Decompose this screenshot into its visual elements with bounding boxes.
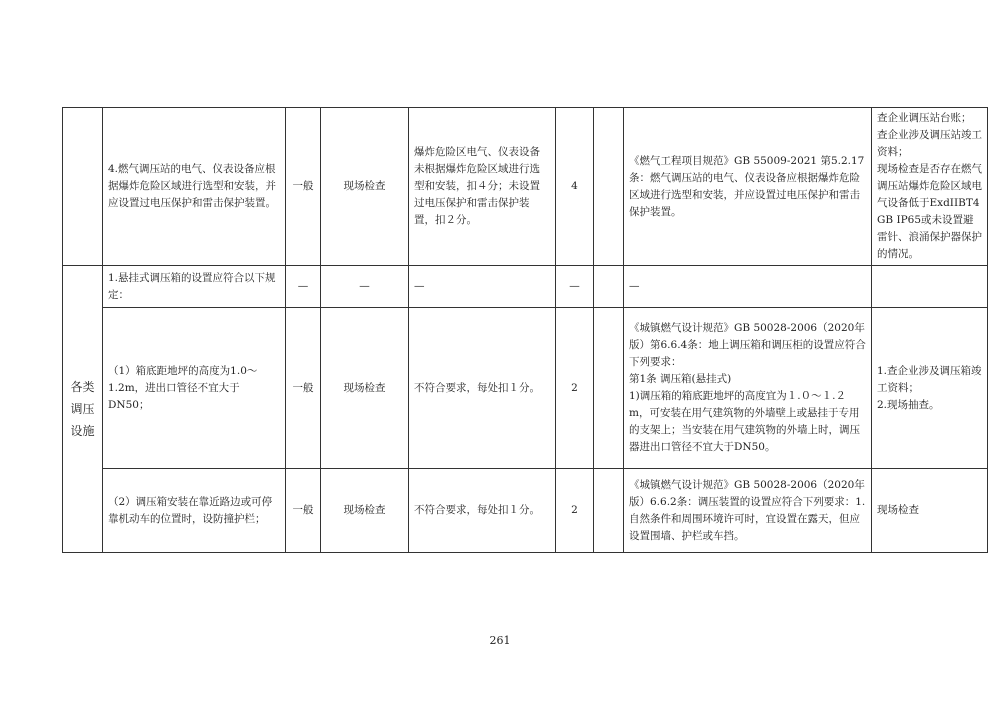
level-cell: 一般 <box>286 308 321 469</box>
basis-line: 《城镇燃气设计规范》GB 50028-2006（2020年版）第6.6.4条：地上调压箱和调压柜的设置应符合下列要求： <box>629 322 866 368</box>
score-cell: — <box>556 266 594 308</box>
basis-cell: 《燃气工程项目规范》GB 55009-2021 第5.2.17条：燃气调压站的电气、仪表设备应根据爆炸危险区域进行选型和安装，并应设置过电压保护和雷击保护装置。 <box>624 108 872 266</box>
check-cell <box>872 266 988 308</box>
basis-cell: 《城镇燃气设计规范》GB 50028-2006（2020年版）6.6.2条：调压装置的设置应符合下列要求：1.自然条件和周围环境许可时，宜设置在露天，但应设置围墙、护栏或车挡。 <box>624 469 872 553</box>
deduct-cell: 爆炸危险区电气、仪表设备未根据爆炸危险区域进行选型和安装，扣４分；未设置过电压保护和雷击保护装置，扣２分。 <box>409 108 556 266</box>
method-cell: 现场检查 <box>321 469 409 553</box>
item-cell: （2）调压箱安装在靠近路边或可停靠机动车的位置时，设防撞护栏； <box>103 469 286 553</box>
category-cell-empty <box>63 108 103 266</box>
table-row <box>63 108 988 266</box>
check-line: 查企业调压站台账； <box>877 112 972 124</box>
blank-cell <box>594 469 624 553</box>
category-cell: 各类调压设施 <box>63 266 103 553</box>
level-cell: 一般 <box>286 469 321 553</box>
check-line: 现场检查是否存在燃气调压站爆炸危险区域电气设备低于ExdIIBT4 GB IP65或未设置避雷针、浪涌保护器保护的情况。 <box>877 163 982 260</box>
check-cell <box>872 108 988 266</box>
page-number: 261 <box>489 634 511 647</box>
score-cell: 2 <box>556 308 594 469</box>
item-cell: （1）箱底距地坪的高度为1.0～1.2m，进出口管径不宜大于DN50； <box>103 308 286 469</box>
item-cell: 1.悬挂式调压箱的设置应符合以下规定： <box>103 266 286 308</box>
deduct-cell: — <box>409 266 556 308</box>
check-line: 查企业涉及调压站竣工资料； <box>877 129 982 158</box>
item-cell: 4.燃气调压站的电气、仪表设备应根据爆炸危险区域进行选型和安装，并应设置过电压保护和雷击保护装置。 <box>103 108 286 266</box>
score-cell: 4 <box>556 108 594 266</box>
basis-cell <box>624 308 872 469</box>
blank-cell <box>594 308 624 469</box>
blank-cell <box>594 266 624 308</box>
table-row <box>63 469 988 553</box>
level-cell: — <box>286 266 321 308</box>
check-line: 2.现场抽查。 <box>877 398 940 411</box>
table-row <box>63 308 988 469</box>
check-cell <box>872 308 988 469</box>
basis-cell: — <box>624 266 872 308</box>
basis-line: 1)调压箱的箱底距地坪的高度宜为１.０～１.２m，可安装在用气建筑物的外墙壁上或悬挂于专用的支架上；当安装在用气建筑物的外墙上时，调压器进出口管径不宜大于DN50。 <box>629 390 860 453</box>
check-line: 1.查企业涉及调压箱竣工资料； <box>877 364 982 394</box>
inspection-table <box>62 107 988 553</box>
deduct-cell: 不符合要求，每处扣１分。 <box>409 308 556 469</box>
deduct-cell: 不符合要求，每处扣１分。 <box>409 469 556 553</box>
check-cell: 现场检查 <box>872 469 988 553</box>
method-cell: — <box>321 266 409 308</box>
table-row <box>63 266 988 308</box>
method-cell: 现场检查 <box>321 308 409 469</box>
basis-line: 第1条 调压箱(悬挂式) <box>629 373 732 385</box>
method-cell: 现场检查 <box>321 108 409 266</box>
score-cell: 2 <box>556 469 594 553</box>
level-cell: 一般 <box>286 108 321 266</box>
blank-cell <box>594 108 624 266</box>
